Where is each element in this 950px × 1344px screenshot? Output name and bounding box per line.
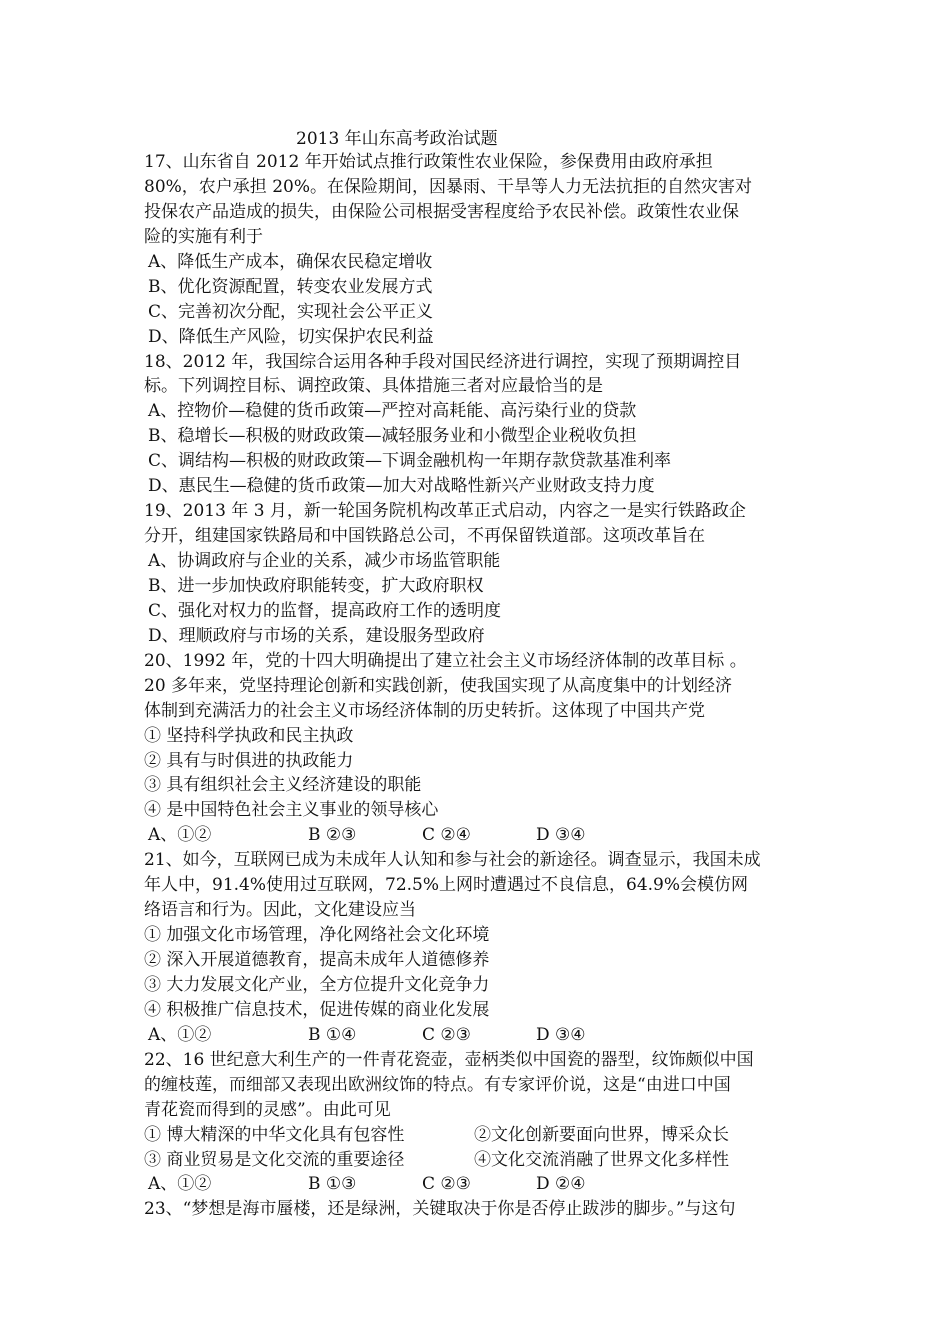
q21-choice-d: D ③④ [536, 1024, 586, 1045]
q18-option-c: C、调结构—积极的财政政策—下调金融机构一年期存款贷款基准利率 [148, 451, 672, 472]
q22-choice-d: D ②④ [536, 1174, 586, 1195]
q21-item: ③ 大力发展文化产业，全方位提升文化竞争力 [144, 974, 490, 995]
q18-stem-line: 标。下列调控目标、调控政策、具体措施三者对应最恰当的是 [144, 376, 603, 397]
q22-choices [144, 1172, 816, 1197]
q22-stem-line: 22、16 世纪意大利生产的一件青花瓷壶，壶柄类似中国瓷的器型，纹饰颇似中国 [144, 1049, 754, 1070]
q22-item: ④文化交流消融了世界文化多样性 [474, 1149, 729, 1170]
q17-stem-line: 80%，农户承担 20%。在保险期间，因暴雨、干旱等人力无法抗拒的自然灾害对 [144, 176, 752, 197]
exam-body [144, 150, 816, 1222]
q20-item: ④ 是中国特色社会主义事业的领导核心 [144, 800, 439, 821]
q19-stem-line: 19、2013 年 3 月，新一轮国务院机构改革正式启动，内容之一是实行铁路政企 [144, 501, 746, 522]
q21-item: ④ 积极推广信息技术，促进传媒的商业化发展 [144, 999, 490, 1020]
q18-stem-line: 18、2012 年，我国综合运用各种手段对国民经济进行调控，实现了预期调控目 [144, 351, 742, 372]
q20-choices [144, 823, 816, 848]
q20-choice-b: B ②③ [308, 825, 357, 846]
q22-item: ②文化创新要面向世界，博采众长 [474, 1124, 729, 1145]
q22-item-row [144, 1123, 816, 1148]
q20-choice-d: D ③④ [536, 825, 586, 846]
q17-stem-line: 投保农产品造成的损失，由保险公司根据受害程度给予农民补偿。政策性农业保 [144, 201, 739, 222]
q19-option-a: A、协调政府与企业的关系，减少市场监管职能 [148, 551, 501, 571]
q21-stem-line: 络语言和行为。因此，文化建设应当 [144, 900, 416, 921]
q22-choice-b: B ①③ [308, 1174, 357, 1195]
q20-choice-a: A、①② [148, 825, 212, 846]
q20-choice-c: C ②④ [422, 825, 471, 846]
q21-choice-c: C ②③ [422, 1024, 471, 1045]
q21-choice-a: A、①② [148, 1024, 212, 1045]
q20-item: ① 坚持科学执政和民主执政 [144, 725, 354, 746]
page-title: 2013 年山东高考政治试题 [296, 129, 498, 149]
q23-stem-line: 23、“梦想是海市蜃楼，还是绿洲，关键取决于你是否停止跋涉的脚步。”与这句 [144, 1199, 736, 1220]
q21-stem-line: 年人中，91.4%使用过互联网，72.5%上网时遭遇过不良信息，64.9%会模仿网 [144, 875, 749, 896]
q22-choice-a: A、①② [148, 1174, 212, 1195]
q17-option-a: A、降低生产成本，确保农民稳定增收 [148, 251, 433, 272]
q20-stem-line: 体制到充满活力的社会主义市场经济体制的历史转折。这体现了中国共产党 [144, 700, 705, 721]
q17-option-c: C、完善初次分配，实现社会公平正义 [148, 301, 434, 322]
q22-item-row [144, 1148, 816, 1173]
q18-option-a: A、控物价—稳健的货币政策—严控对高耗能、高污染行业的贷款 [148, 401, 637, 422]
q22-item: ③ 商业贸易是文化交流的重要途径 [144, 1149, 405, 1170]
q17-option-d: D、降低生产风险，切实保护农民利益 [148, 326, 434, 347]
q20-item: ③ 具有组织社会主义经济建设的职能 [144, 775, 422, 796]
q22-choice-c: C ②③ [422, 1174, 471, 1195]
q17-stem-line: 险的实施有利于 [144, 226, 263, 247]
q22-item: ① 博大精深的中华文化具有包容性 [144, 1124, 405, 1145]
q21-stem-line: 21、如今，互联网已成为未成年人认知和参与社会的新途径。调查显示，我国未成 [144, 850, 761, 871]
q20-stem-line: 20、1992 年，党的十四大明确提出了建立社会主义市场经济体制的改革目标 。 [144, 650, 747, 671]
q17-stem-line: 17、山东省自 2012 年开始试点推行政策性农业保险，参保费用由政府承担 [144, 152, 713, 172]
q22-stem-line: 的缠枝莲，而细部又表现出欧洲纹饰的特点。有专家评价说，这是“由进口中国 [144, 1074, 731, 1095]
q21-choice-b: B ①④ [308, 1024, 357, 1045]
q22-stem-line: 青花瓷而得到的灵感”。由此可见 [144, 1099, 391, 1120]
q19-stem-line: 分开，组建国家铁路局和中国铁路总公司，不再保留铁道部。这项改革旨在 [144, 526, 705, 547]
q20-item: ② 具有与时俱进的执政能力 [144, 750, 354, 771]
q20-stem-line: 20 多年来，党坚持理论创新和实践创新，使我国实现了从高度集中的计划经济 [144, 675, 733, 696]
q18-option-b: B、稳增长—积极的财政政策—减轻服务业和小微型企业税收负担 [148, 426, 637, 447]
q21-item: ① 加强文化市场管理，净化网络社会文化环境 [144, 925, 490, 946]
q21-choices [144, 1023, 816, 1048]
q19-option-b: B、进一步加快政府职能转变，扩大政府职权 [148, 575, 484, 596]
q18-option-d: D、惠民生—稳健的货币政策—加大对战略性新兴产业财政支持力度 [148, 476, 655, 497]
q21-item: ② 深入开展道德教育，提高未成年人道德修养 [144, 950, 490, 970]
q19-option-c: C、强化对权力的监督，提高政府工作的透明度 [148, 600, 502, 621]
q19-option-d: D、理顺政府与市场的关系，建设服务型政府 [148, 625, 485, 646]
q17-option-b: B、优化资源配置，转变农业发展方式 [148, 276, 433, 297]
